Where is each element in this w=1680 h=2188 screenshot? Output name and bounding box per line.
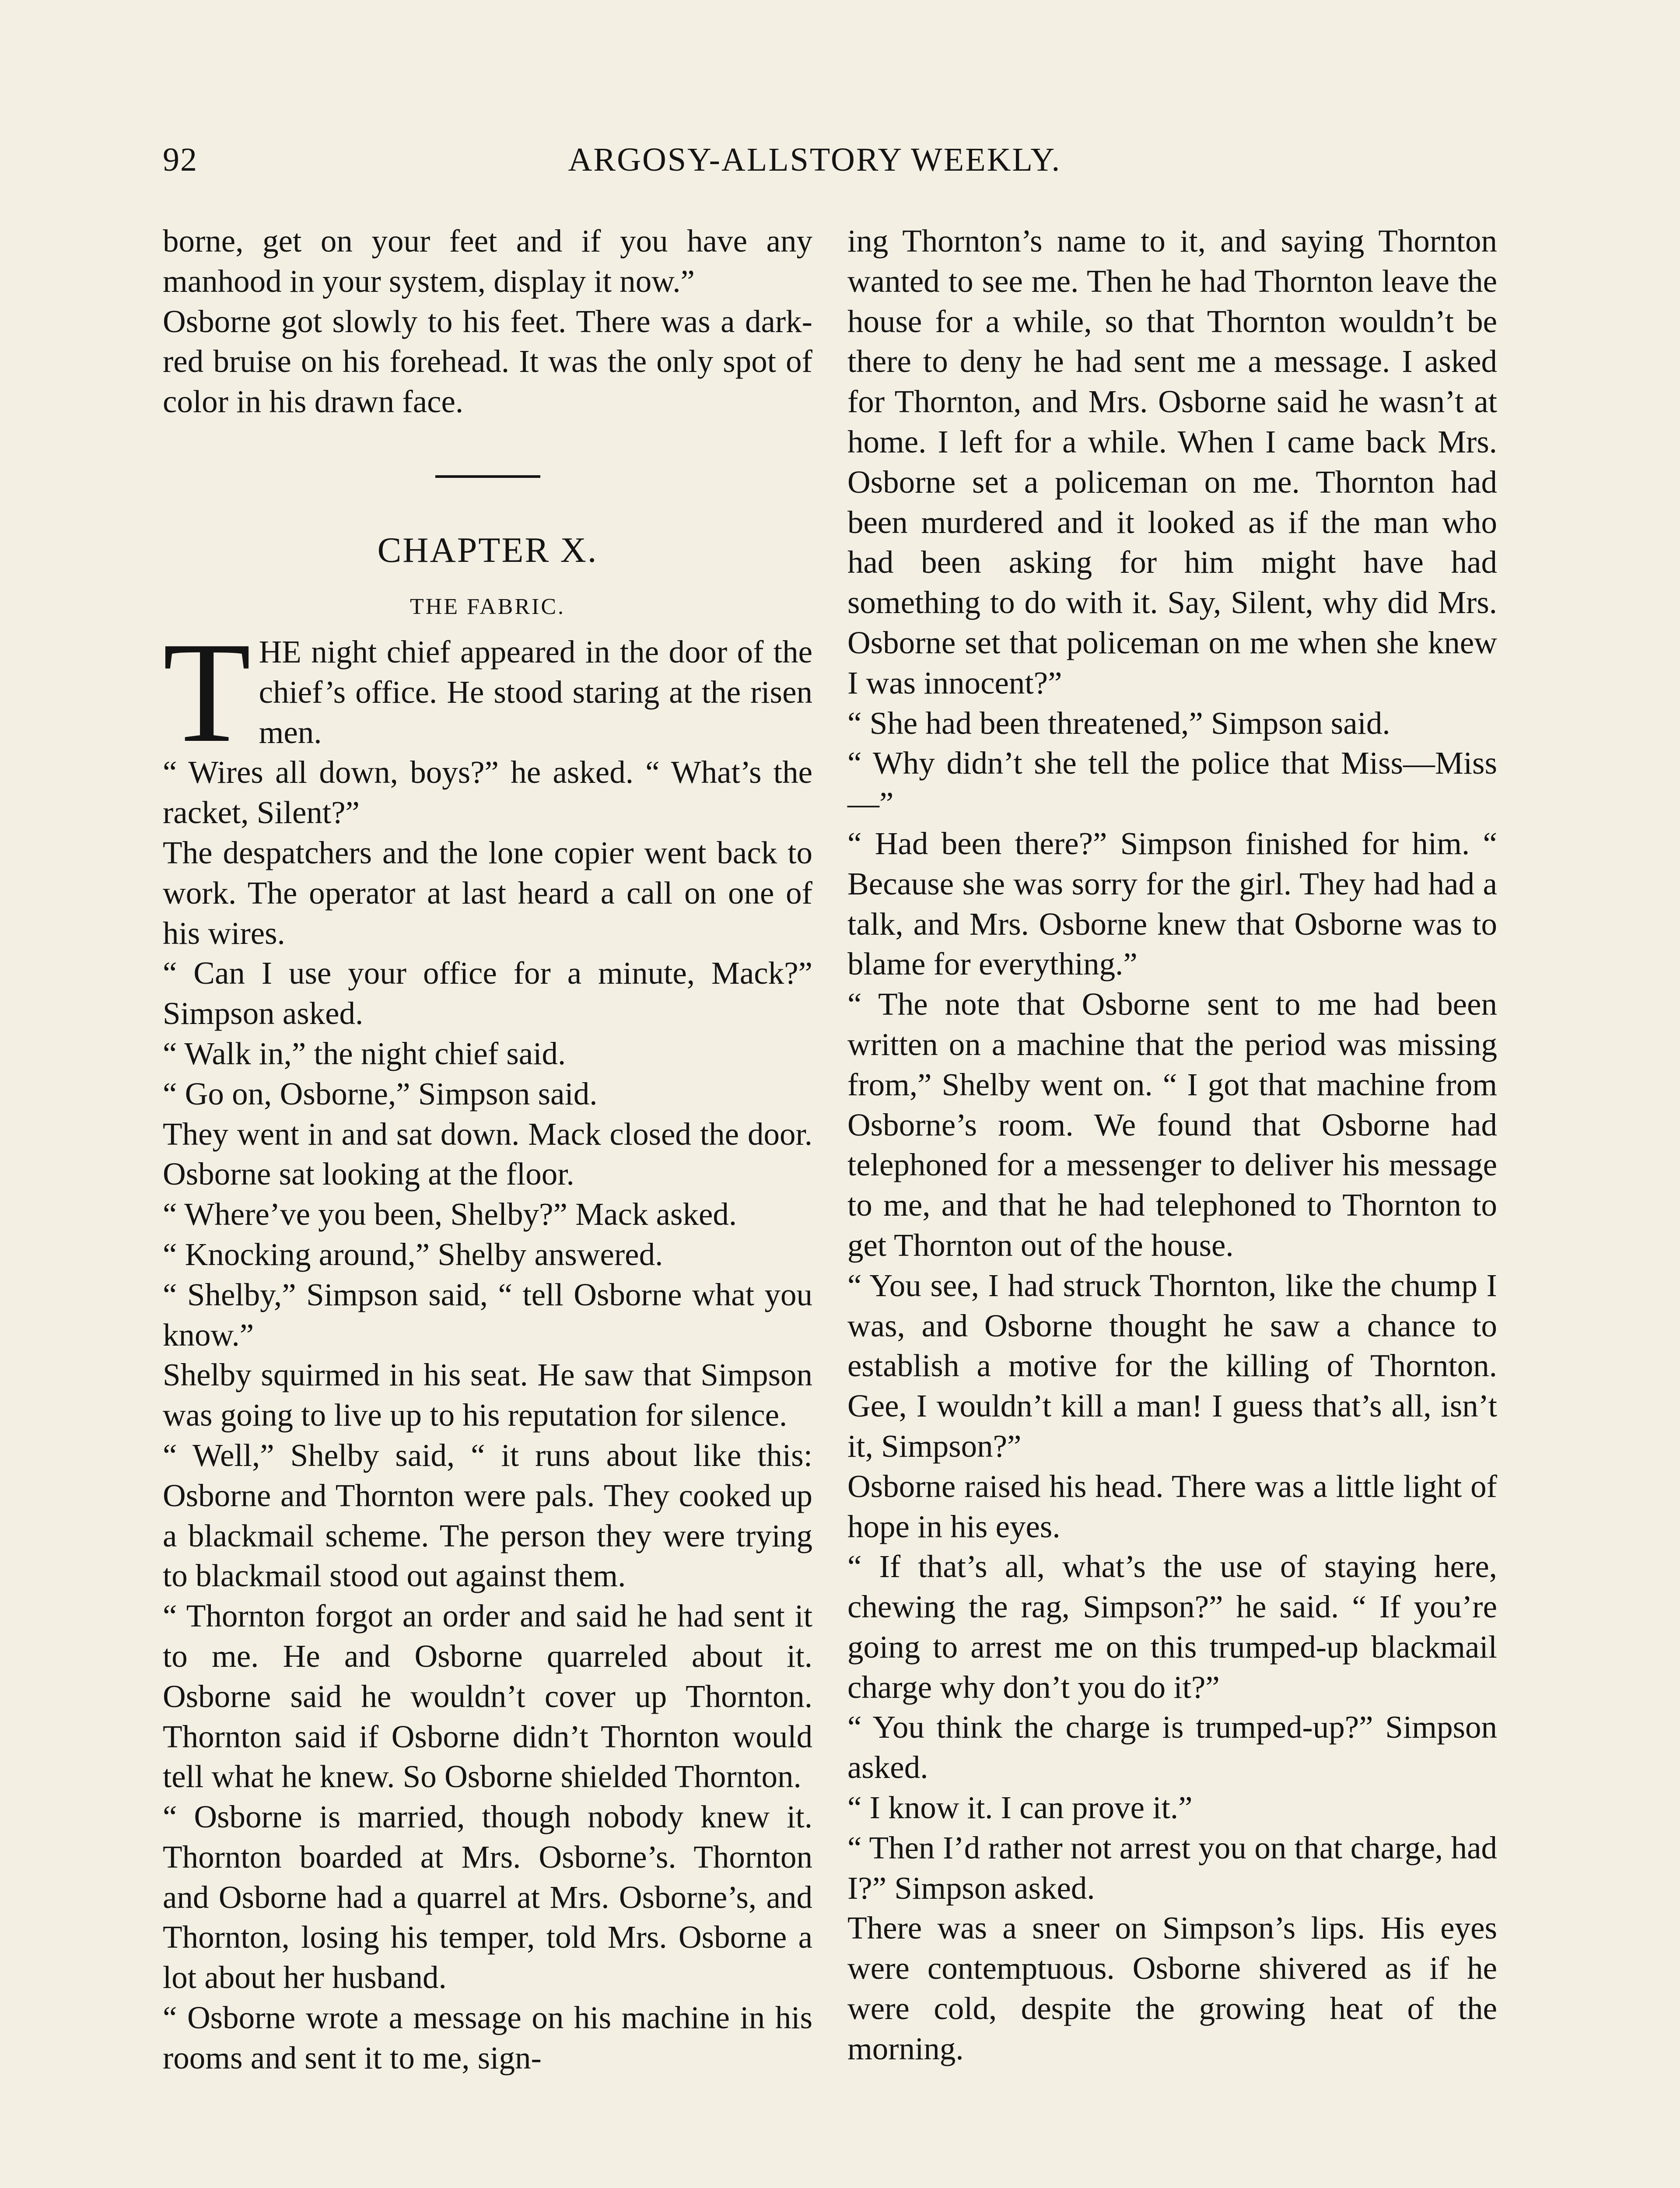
chapter-subtitle: THE FABRIC. — [410, 594, 566, 619]
paragraph: “ She had been threatened,” Simpson said. — [847, 705, 1390, 741]
chapter-title: CHAPTER X. — [377, 529, 598, 570]
paragraph: There was a sneer on Simpson’s lips. His eyes were contemptuous. Osborne shivered as if he were cold, despite the growing heat of the morning. — [847, 1910, 1497, 2066]
paragraph: They went in and sat down. Mack closed the door. Osborne sat looking at the floor. — [163, 1116, 812, 1192]
paragraph: ing Thornton’s name to it, and saying Thornton wanted to see me. Then he had Thornton leave the house for a while, so that Thornton wouldn’t be there to deny he had sent me a message. I asked for Thornton, and Mrs. Osborne said he wasn’t at home. I left for a while. When I came back Mrs. Osborne set a policeman on me. Thornton had been murdered and it looked as if the man who had been asking for him might have had something to do with it. Say, Silent, why did Mrs. Osborne set that policeman on me when she knew I was innocent?” — [847, 223, 1497, 701]
paragraph: “ Osborne wrote a message on his machine in his rooms and sent it to me, sign- — [163, 2000, 812, 2076]
page-number: 92 — [163, 141, 198, 178]
paragraph: “ Thornton forgot an order and said he had sent it to me. He and Osborne quarreled about it. Osborne said he wouldn’t cover up Thornton. Thornton said if Osborne didn’t Thornton would tell what he knew. So Osborne shielded Thornton. — [163, 1598, 812, 1795]
paragraph: “ Go on, Osborne,” Simpson said. — [163, 1076, 598, 1112]
paragraph: “ Knocking around,” Shelby answered. — [163, 1236, 663, 1272]
paragraph: “ Had been there?” Simpson finished for him. “ Because she was sorry for the girl. They had had a talk, and Mrs. Osborne knew that Osborne was to blame for everything.” — [847, 825, 1497, 982]
paragraph: “ Where’ve you been, Shelby?” Mack asked. — [163, 1196, 737, 1232]
paragraph: “ Walk in,” the night chief said. — [163, 1035, 566, 1071]
paragraph: “ Why didn’t she tell the police that Miss—Miss—” — [847, 745, 1497, 821]
paragraph: The despatchers and the lone copier went back to work. The operator at last heard a call on one of his wires. — [163, 835, 812, 951]
paragraph: “ You see, I had struck Thornton, like the chump I was, and Osborne thought he saw a chance to establish a motive for the killing of Thornton. Gee, I wouldn’t kill a man! I guess that’s all, isn’t it, Simpson?” — [847, 1267, 1497, 1464]
paragraph: “ I know it. I can prove it.” — [847, 1790, 1193, 1826]
paragraph: “ Well,” Shelby said, “ it runs about like this: Osborne and Thornton were pals. They cooked up a blackmail scheme. The person they were trying to blackmail stood out against them. — [163, 1437, 812, 1594]
paragraph: Shelby squirmed in his seat. He saw that Simpson was going to live up to his reputation for silence. — [163, 1357, 812, 1433]
paragraph: “ Wires all down, boys?” he asked. “ What’s the racket, Silent?” — [163, 754, 812, 831]
opening-paragraph-text: HE night chief appeared in the door of the chief’s office. He stood staring at the risen men. — [259, 634, 812, 750]
paragraph: borne, get on your feet and if you have any manhood in your system, display it now.” — [163, 223, 812, 299]
paragraph: “ Then I’d rather not arrest you on that charge, had I?” Simpson asked. — [847, 1830, 1497, 1906]
paragraph: “ The note that Osborne sent to me had been written on a machine that the period was missing from,” Shelby went on. “ I got that machine from Osborne’s room. We found that Osborne had telephoned for a messenger to deliver his message to me, and that he had telephoned to Thornton to get Thornton out of the house. — [847, 986, 1497, 1263]
paragraph: “ If that’s all, what’s the use of staying here, chewing the rag, Simpson?” he said. “ If you’re going to arrest me on this trumped-up blackmail charge why don’t you do it?” — [847, 1549, 1497, 1705]
opening-paragraph — [163, 612, 812, 772]
drop-cap: T — [163, 612, 251, 772]
paragraph: “ Shelby,” Simpson said, “ tell Osborne what you know.” — [163, 1276, 812, 1353]
paragraph: Osborne got slowly to his feet. There was a dark-red bruise on his forehead. It was the only spot of color in his drawn face. — [163, 303, 812, 420]
paragraph: “ You think the charge is trumped-up?” Simpson asked. — [847, 1709, 1497, 1785]
left-column — [163, 221, 812, 2078]
right-column — [847, 221, 1497, 2069]
paragraph: “ Can I use your office for a minute, Mack?” Simpson asked. — [163, 955, 812, 1031]
section-divider — [435, 475, 540, 478]
page-header — [163, 141, 1466, 193]
running-title: ARGOSY-ALLSTORY WEEKLY. — [568, 141, 1061, 178]
paragraph: “ Osborne is married, though nobody knew it. Thornton boarded at Mrs. Osborne’s. Thornton and Osborne had a quarrel at Mrs. Osborne’s, and Thornton, losing his temper, told Mrs. Osborne a lot about her husband. — [163, 1799, 812, 1995]
paragraph: Osborne raised his head. There was a little light of hope in his eyes. — [847, 1468, 1497, 1544]
